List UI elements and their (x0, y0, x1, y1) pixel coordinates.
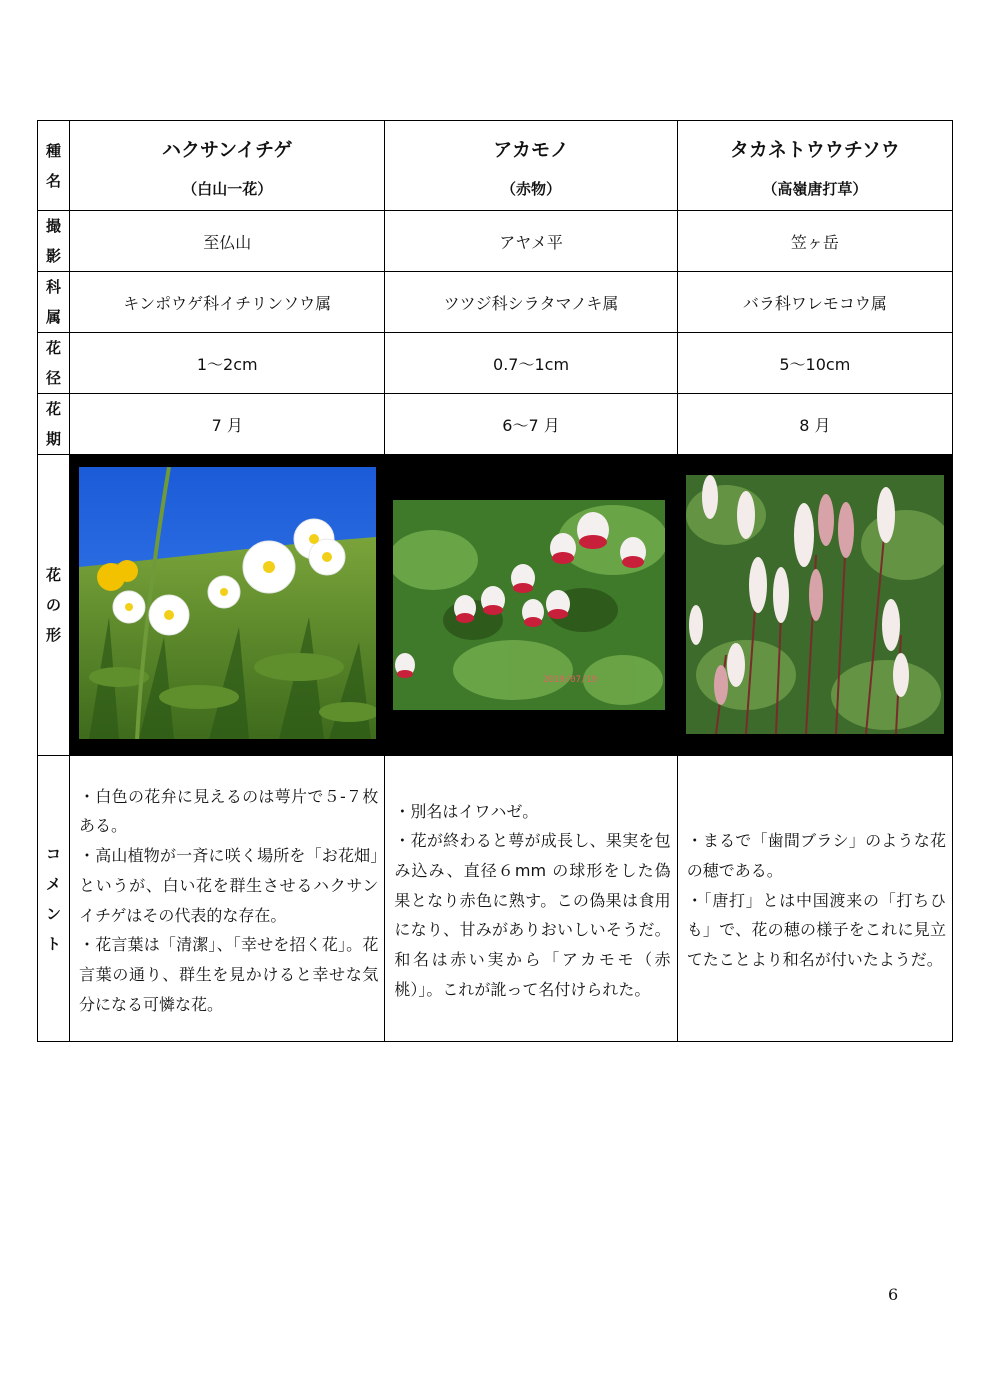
svg-text:2019/07/19: 2019/07/19 (543, 675, 598, 685)
comment-paragraph: ・まるで「歯間ブラシ」のような花の穂である。 (686, 831, 946, 880)
flowering-period-cell: 8 月 (677, 394, 952, 455)
plant-name: ハクサンイチゲ (162, 138, 293, 161)
comment-paragraph: ・花言葉は「清潔」、「幸せを招く花」。花言葉の通り、群生を見かけると幸せな気分になる可憐な花。 (79, 935, 379, 1014)
comment-paragraph: ・花が終わると萼が成長し、果実を包み込み、直径６mm の球形をした偽果となり赤色に熟す。この偽果は食用になり、甘みがありおいしいそうだ。和名は赤い実から「アカモモ（赤桃）」。これが訛って名付けられた。 (394, 831, 671, 999)
comment-paragraph: ・高山植物が一斉に咲く場所を「お花畑」というが、白い花を群生させるハクサンイチゲはその代表的な存在。 (79, 846, 379, 925)
flowering-period-cell: 6～7 月 (385, 394, 677, 455)
location-cell: アヤメ平 (385, 211, 677, 272)
flower-size-header: 花 径 (38, 333, 70, 394)
photo-cell (70, 455, 385, 756)
family-cell: バラ科ワレモコウ属 (677, 272, 952, 333)
photo-cell (385, 455, 677, 756)
flowering-period-row (38, 394, 953, 455)
location-cell: 笠ヶ岳 (677, 211, 952, 272)
plant-kanji-name: （白山一花） (182, 179, 273, 198)
flower-size-cell: 0.7～1cm (385, 333, 677, 394)
comment-cell (70, 756, 385, 1042)
plant-kanji-name: （赤物） (501, 179, 562, 198)
flower-shape-header: 花 の 形 (38, 455, 70, 756)
comment-cell (385, 756, 677, 1042)
photo-akamono (393, 500, 665, 710)
species-header: 種 名 (38, 121, 70, 211)
flower-size-cell: 1～2cm (70, 333, 385, 394)
family-cell: ツツジ科シラタマノキ属 (385, 272, 677, 333)
plant-name: タカネトウウチソウ (729, 138, 900, 161)
family-header: 科 属 (38, 272, 70, 333)
flower-shape-row (38, 455, 953, 756)
location-header: 撮 影 (38, 211, 70, 272)
species-row (38, 121, 953, 211)
flowering-period-header: 花 期 (38, 394, 70, 455)
comment-header: コ メ ン ト (38, 756, 70, 1042)
flower-size-row (38, 333, 953, 394)
species-cell (385, 121, 677, 211)
flower-size-cell: 5～10cm (677, 333, 952, 394)
comment-paragraph: ・白色の花弁に見えるのは萼片で５-７枚ある。 (79, 786, 379, 836)
comment-paragraph: ・「唐打」とは中国渡来の「打ちひも」で、花の穂の様子をこれに見立てたことより和名が付いたようだ。 (686, 890, 946, 970)
plant-table (37, 120, 953, 1042)
flowering-period-cell: 7 月 (70, 394, 385, 455)
family-cell: キンポウゲ科イチリンソウ属 (70, 272, 385, 333)
page-number: 6 (888, 1285, 899, 1304)
photo-takane-touuchisou (686, 475, 944, 734)
photo-cell (677, 455, 952, 756)
location-row (38, 211, 953, 272)
species-cell (70, 121, 385, 211)
family-row (38, 272, 953, 333)
comment-cell (677, 756, 952, 1042)
comment-paragraph: ・別名はイワハゼ。 (394, 801, 539, 821)
plant-kanji-name: （高嶺唐打草） (762, 179, 868, 198)
plant-name: アカモノ (493, 138, 569, 161)
comment-row (38, 756, 953, 1042)
location-cell: 至仏山 (70, 211, 385, 272)
photo-hakusan-ichige (79, 467, 376, 739)
species-cell (677, 121, 952, 211)
